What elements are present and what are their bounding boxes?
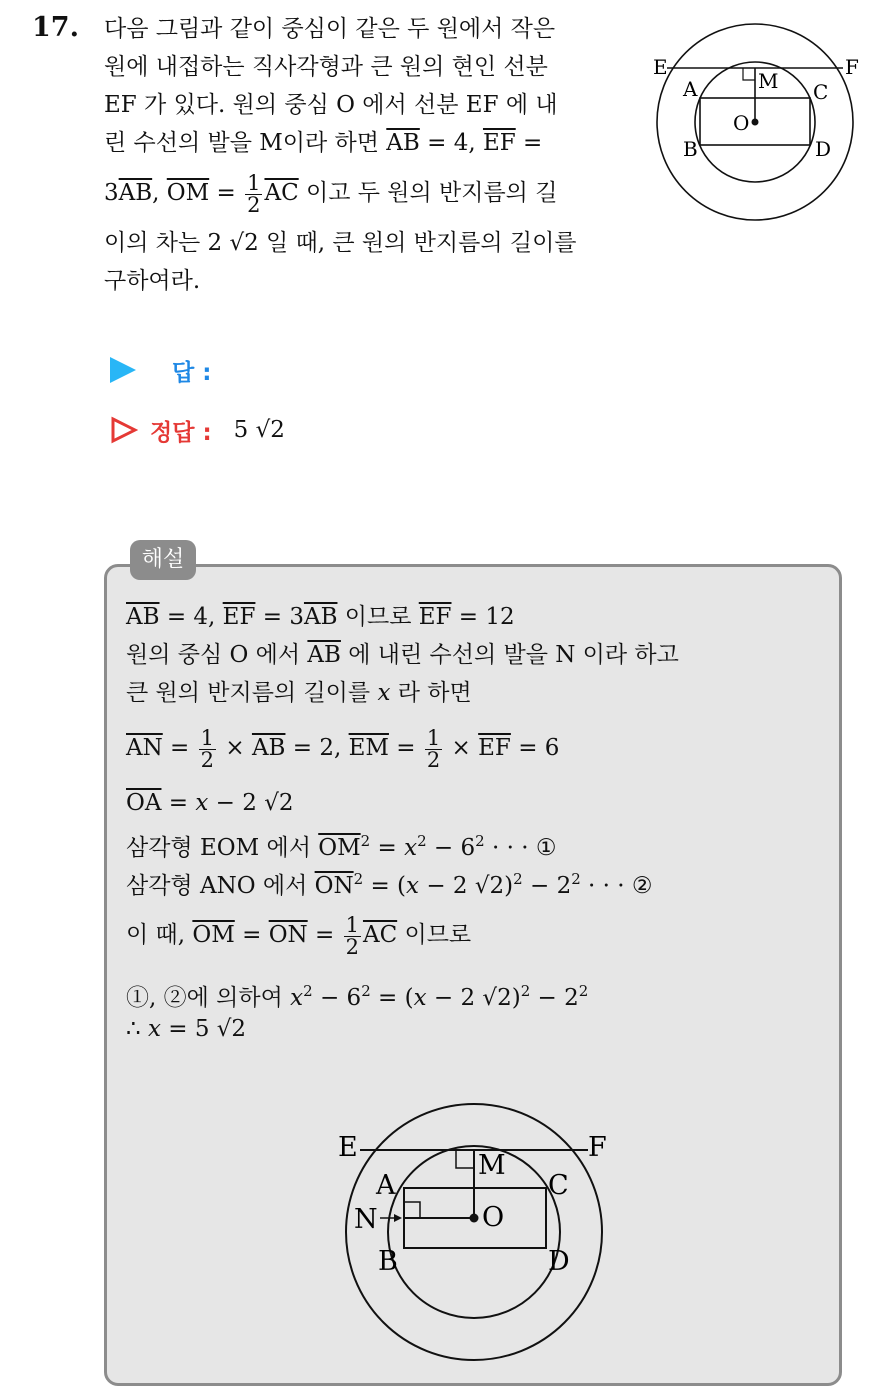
label-e: E xyxy=(653,55,668,79)
label-e: E xyxy=(338,1132,358,1163)
right-angle-mark-n xyxy=(404,1202,420,1218)
right-angle-mark xyxy=(743,68,755,80)
label-d: D xyxy=(548,1246,570,1277)
question-line: 다음 그림과 같이 중심이 같은 두 원에서 작은 xyxy=(104,16,556,42)
solution-line: $\overline{AN}$ = $\frac{1}{2}$ × $\overline{AB} = 2$, $\overline{EM}$ = $\frac{1}{2}$ × $\overline{EF} = 6$ xyxy=(126,725,560,772)
question-line: 구하여라. xyxy=(104,268,201,294)
question-number: 17. xyxy=(32,12,79,43)
label-c: C xyxy=(813,80,829,104)
label-c: C xyxy=(548,1170,569,1201)
solution-figure xyxy=(330,1090,620,1380)
label-m: M xyxy=(758,69,779,93)
solution-line: 삼각형 EOM 에서 $\overline{OM}^2 = x^2 - 6^2$ · · · ① xyxy=(126,832,557,861)
solution-line: 원의 중심 O 에서 $\overline{AB}$ 에 내린 수선의 발을 N 이라 하고 xyxy=(126,642,679,668)
label-o: O xyxy=(733,111,750,135)
solution-line: $\overline{OA} = x - 2$ √2 xyxy=(126,790,294,816)
arrow-head-icon xyxy=(394,1214,402,1222)
solution-tab: 해설 xyxy=(130,540,196,580)
solution-line: ∴ x = 5 √2 xyxy=(126,1016,247,1042)
solution-line: ①, ②에 의하여 $x^2 - 6^2 = (x - 2$ $√2)^2 - 2^2$ xyxy=(126,982,589,1011)
solution-line: 삼각형 ANO 에서 $\overline{ON}^2 = (x - 2$ $√2)^2 - 2^2$ · · · ② xyxy=(126,870,653,899)
right-angle-mark-m xyxy=(456,1150,474,1168)
play-arrow-icon xyxy=(110,357,136,383)
label-a: A xyxy=(376,1170,396,1201)
solution-line: 이 때, $\overline{OM} = \overline{ON}$ = $\frac{1}{2}$ $\overline{AC}$ 이므로 xyxy=(126,912,472,959)
answer-label: 답 : xyxy=(172,359,212,386)
correct-answer-value: 5 √2 xyxy=(233,417,285,443)
question-line: 린 수선의 발을 M이라 하면 $\overline{AB} = 4$, $\overline{EF}$ = xyxy=(104,130,543,156)
label-d: D xyxy=(815,137,832,161)
question-figure xyxy=(645,22,865,232)
solution-line: 큰 원의 반지름의 길이를 x 라 하면 xyxy=(126,680,472,706)
label-b: B xyxy=(378,1246,398,1277)
label-b: B xyxy=(683,137,698,161)
question-line: 이의 차는 2 √2 일 때, 큰 원의 반지름의 길이를 xyxy=(104,230,577,256)
label-a: A xyxy=(683,77,698,101)
center-point xyxy=(470,1214,479,1223)
large-circle xyxy=(346,1104,602,1360)
question-text xyxy=(104,10,634,300)
fraction: $\frac{1}{2}$ xyxy=(247,170,261,217)
label-o: O xyxy=(482,1202,505,1233)
label-f: F xyxy=(845,55,859,79)
solution-line: $\overline{AB} = 4$, $\overline{EF} = 3\overline{AB}$ 이므로 $\overline{EF} = 12$ xyxy=(126,604,515,630)
outline-arrow-icon xyxy=(110,416,138,444)
question-line: $3\overline{AB}$, $\overline{OM}$ = $\frac{1}{2}$ $\overline{AC}$ 이고 두 원의 반지름의 길 xyxy=(104,170,558,217)
label-f: F xyxy=(588,1132,607,1163)
question-line: 원에 내접하는 직사각형과 큰 원의 현인 선분 xyxy=(104,54,548,80)
center-point xyxy=(752,119,759,126)
answer-row xyxy=(110,352,211,388)
correct-answer-label: 정답 : xyxy=(150,419,212,446)
label-m: M xyxy=(478,1150,506,1181)
question-line: EF 가 있다. 원의 중심 O 에서 선분 EF 에 내 xyxy=(104,92,558,118)
solution-text xyxy=(126,598,826,1048)
label-n: N xyxy=(354,1204,378,1235)
correct-answer-row xyxy=(110,412,285,448)
